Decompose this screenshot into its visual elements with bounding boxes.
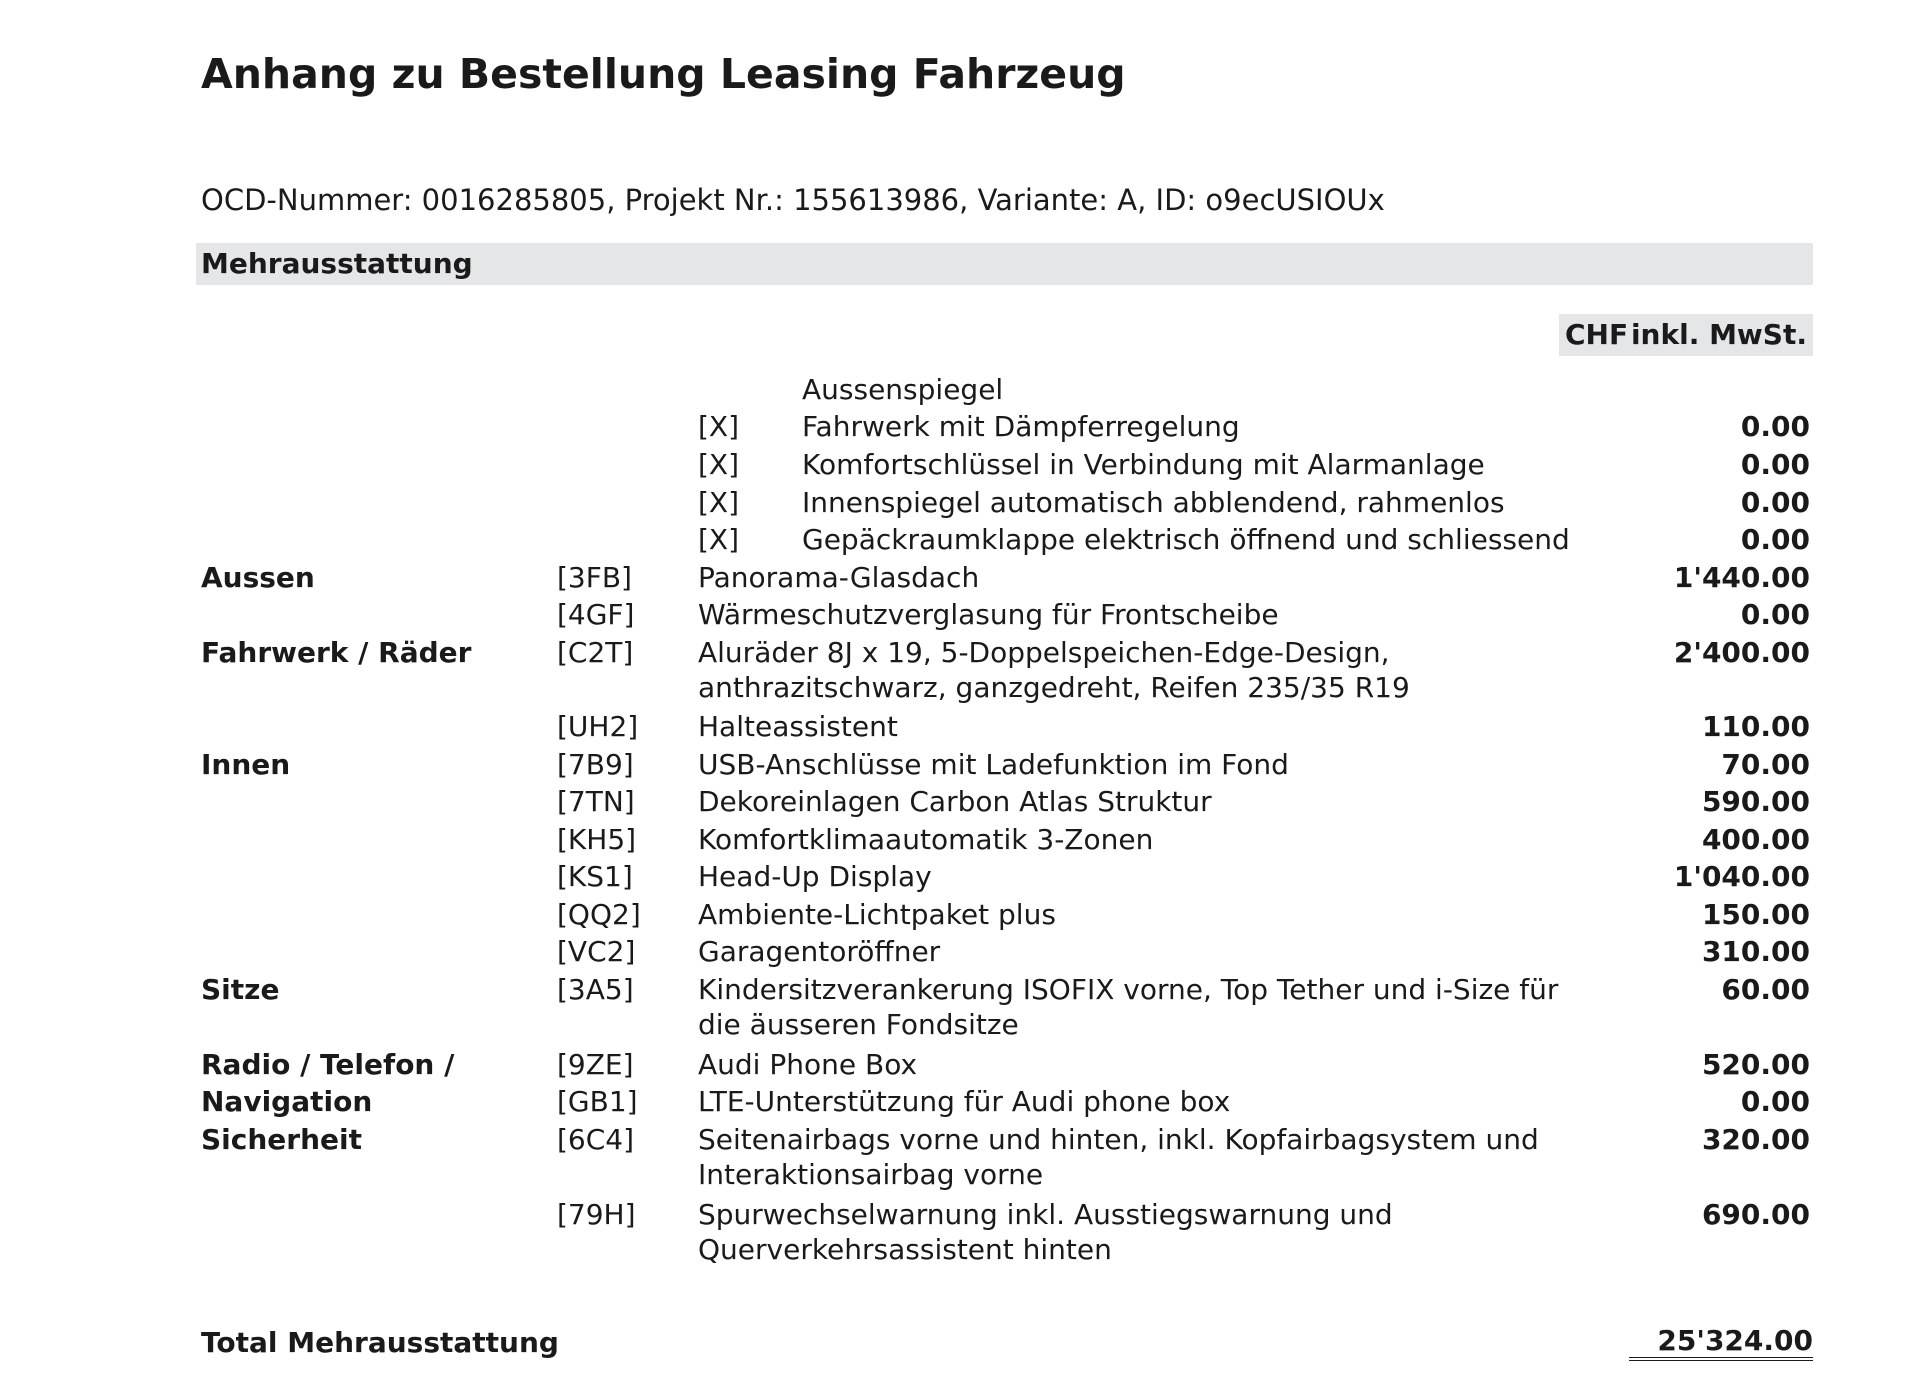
item-price: 70.00 xyxy=(1721,748,1810,781)
item-description: Seitenairbags vorne und hinten, inkl. Kopfairbagsystem und xyxy=(698,1123,1539,1156)
item-description: Panorama-Glasdach xyxy=(698,561,980,594)
item-price: 110.00 xyxy=(1701,710,1810,743)
item-price: 690.00 xyxy=(1701,1198,1810,1231)
currency-header xyxy=(1559,314,1813,356)
item-price: 0.00 xyxy=(1740,410,1810,443)
item-description: Kindersitzverankerung ISOFIX vorne, Top Tether und i-Size für xyxy=(698,973,1559,1006)
item-price: 0.00 xyxy=(1740,523,1810,556)
option-code: [3A5] xyxy=(557,973,634,1006)
option-code: [KH5] xyxy=(557,823,637,856)
item-mark: [X] xyxy=(698,523,740,556)
item-description-line2: die äusseren Fondsitze xyxy=(698,1008,1019,1041)
option-code: [6C4] xyxy=(557,1123,635,1156)
item-description: Ambiente-Lichtpaket plus xyxy=(698,898,1056,931)
item-description: Wärmeschutzverglasung für Frontscheibe xyxy=(698,598,1279,631)
item-description: Aussenspiegel xyxy=(802,373,1004,406)
section-title: Mehrausstattung xyxy=(201,247,473,280)
category-label: Aussen xyxy=(201,561,315,594)
option-code: [UH2] xyxy=(557,710,639,743)
item-description: USB-Anschlüsse mit Ladefunktion im Fond xyxy=(698,748,1289,781)
item-price: 0.00 xyxy=(1740,448,1810,481)
ocd-info-line: OCD-Nummer: 0016285805, Projekt Nr.: 155613986, Variante: A, ID: o9ecUSIOUx xyxy=(201,183,1385,217)
option-code: [QQ2] xyxy=(557,898,641,931)
item-mark: [X] xyxy=(698,448,740,481)
item-description-line2: Interaktionsairbag vorne xyxy=(698,1158,1044,1191)
item-price: 320.00 xyxy=(1701,1123,1810,1156)
option-code: [3FB] xyxy=(557,561,632,594)
item-price: 0.00 xyxy=(1740,598,1810,631)
tax-label: inkl. MwSt. xyxy=(1630,318,1807,351)
category-label: Radio / Telefon / xyxy=(201,1048,455,1081)
option-code: [9ZE] xyxy=(557,1048,634,1081)
item-description: Halteassistent xyxy=(698,710,898,743)
item-description: Garagentoröffner xyxy=(698,935,941,968)
item-description: Aluräder 8J x 19, 5-Doppelspeichen-Edge-Design, xyxy=(698,636,1390,669)
option-code: [7B9] xyxy=(557,748,634,781)
item-price: 1'040.00 xyxy=(1673,860,1810,893)
option-code: [KS1] xyxy=(557,860,633,893)
item-mark: [X] xyxy=(698,486,740,519)
item-price: 400.00 xyxy=(1701,823,1810,856)
category-label: Sicherheit xyxy=(201,1123,362,1156)
item-price: 520.00 xyxy=(1701,1048,1810,1081)
item-description: Gepäckraumklappe elektrisch öffnend und schliessend xyxy=(802,523,1570,556)
category-label: Fahrwerk / Räder xyxy=(201,636,472,669)
item-description: Komfortschlüssel in Verbindung mit Alarmanlage xyxy=(802,448,1485,481)
item-description-line2: Querverkehrsassistent hinten xyxy=(698,1233,1112,1266)
section-header xyxy=(196,243,1813,285)
item-description: Spurwechselwarnung inkl. Ausstiegswarnung und xyxy=(698,1198,1393,1231)
item-description-line2: anthrazitschwarz, ganzgedreht, Reifen 235/35 R19 xyxy=(698,671,1410,704)
category-label: Sitze xyxy=(201,973,280,1006)
document-title: Anhang zu Bestellung Leasing Fahrzeug xyxy=(201,50,1126,98)
category-label: Navigation xyxy=(201,1085,373,1118)
item-description: Fahrwerk mit Dämpferregelung xyxy=(802,410,1240,443)
option-code: [4GF] xyxy=(557,598,635,631)
item-price: 0.00 xyxy=(1740,486,1810,519)
currency-label: CHF xyxy=(1565,318,1629,351)
total-value: 25'324.00 xyxy=(1629,1325,1813,1361)
item-description: Komfortklimaautomatik 3-Zonen xyxy=(698,823,1154,856)
item-price: 0.00 xyxy=(1740,1085,1810,1118)
item-description: Audi Phone Box xyxy=(698,1048,918,1081)
item-price: 150.00 xyxy=(1701,898,1810,931)
option-code: [79H] xyxy=(557,1198,636,1231)
item-price: 590.00 xyxy=(1701,785,1810,818)
item-price: 2'400.00 xyxy=(1673,636,1810,669)
total-label: Total Mehrausstattung xyxy=(201,1326,559,1359)
item-price: 1'440.00 xyxy=(1673,561,1810,594)
item-price: 310.00 xyxy=(1701,935,1810,968)
option-code: [7TN] xyxy=(557,785,635,818)
option-code: [GB1] xyxy=(557,1085,638,1118)
option-code: [C2T] xyxy=(557,636,634,669)
item-description: Innenspiegel automatisch abblendend, rahmenlos xyxy=(802,486,1505,519)
item-price: 60.00 xyxy=(1721,973,1810,1006)
item-description: Dekoreinlagen Carbon Atlas Struktur xyxy=(698,785,1212,818)
item-mark: [X] xyxy=(698,410,740,443)
item-description: LTE-Unterstützung für Audi phone box xyxy=(698,1085,1231,1118)
option-code: [VC2] xyxy=(557,935,636,968)
item-description: Head-Up Display xyxy=(698,860,932,893)
category-label: Innen xyxy=(201,748,291,781)
